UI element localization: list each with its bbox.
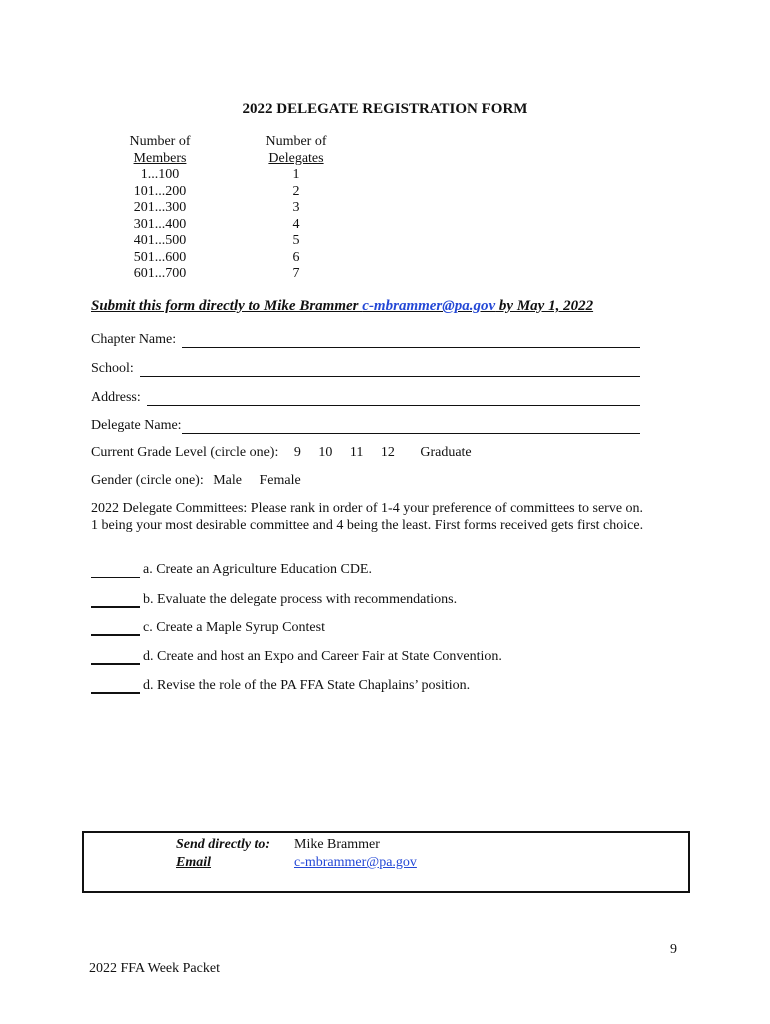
members-range: 401...500 bbox=[133, 233, 187, 248]
delegates-header: Number of bbox=[265, 134, 327, 149]
task-label: d. Create and host an Expo and Career Fair at State Convention. bbox=[143, 649, 502, 664]
gender-option-male[interactable]: Male bbox=[213, 473, 242, 488]
delegate-name-field bbox=[91, 416, 640, 434]
page-number: 9 bbox=[670, 942, 677, 957]
chapter-name-input[interactable] bbox=[182, 335, 640, 348]
chapter-name-label: Chapter Name: bbox=[91, 332, 177, 347]
gender-label: Gender (circle one): bbox=[91, 473, 204, 488]
school-input[interactable] bbox=[140, 364, 640, 377]
members-range: 501...600 bbox=[133, 249, 187, 265]
members-range: 101...200 bbox=[133, 183, 187, 199]
send-to-label: Send directly to: bbox=[176, 837, 271, 852]
delegates-count: 1 bbox=[292, 167, 300, 182]
recipient-email-link[interactable]: c-mbrammer@pa.gov bbox=[294, 855, 417, 870]
grade-option-11[interactable]: 11 bbox=[349, 445, 364, 460]
grade-level-label: Current Grade Level (circle one): bbox=[91, 445, 279, 460]
address-input[interactable] bbox=[147, 393, 640, 406]
submit-deadline: by May 1, 2022 bbox=[495, 298, 594, 314]
footer-text: 2022 FFA Week Packet bbox=[89, 961, 220, 976]
rank-input[interactable] bbox=[91, 592, 140, 608]
submit-text: Submit this form directly to Mike Brammer bbox=[91, 298, 363, 314]
members-range: 601...700 bbox=[133, 266, 187, 281]
submit-email-link[interactable]: c-mbrammer@pa.gov bbox=[362, 298, 496, 314]
rank-input[interactable] bbox=[91, 678, 140, 694]
committee-task-b bbox=[91, 592, 457, 608]
committees-intro-line: 2022 Delegate Committees: Please rank in order of 1-4 your preference of committees to serve on. bbox=[91, 501, 644, 516]
task-label: c. Create a Maple Syrup Contest bbox=[143, 620, 325, 635]
grade-option-9[interactable]: 9 bbox=[293, 445, 301, 460]
members-header: Number of bbox=[129, 134, 191, 149]
grade-option-graduate[interactable]: Graduate bbox=[420, 445, 472, 460]
delegate-name-input[interactable] bbox=[182, 421, 640, 434]
form-title: 2022 DELEGATE REGISTRATION FORM bbox=[242, 101, 528, 117]
delegates-count: 5 bbox=[292, 233, 300, 248]
send-to-box bbox=[82, 831, 690, 893]
grade-option-10[interactable]: 10 bbox=[318, 445, 333, 460]
committee-task-d2 bbox=[91, 678, 470, 694]
members-header: Members bbox=[133, 150, 187, 166]
gender-row bbox=[91, 473, 301, 489]
delegate-name-label: Delegate Name: bbox=[91, 418, 182, 433]
committee-task-d bbox=[91, 649, 502, 665]
task-label: a. Create an Agriculture Education CDE. bbox=[143, 562, 372, 577]
task-label: b. Evaluate the delegate process with recommendations. bbox=[143, 592, 458, 607]
delegates-count: 7 bbox=[292, 266, 300, 281]
submit-instructions bbox=[91, 298, 593, 315]
school-label: School: bbox=[91, 361, 134, 376]
email-label: Email bbox=[176, 855, 212, 870]
delegates-count: 4 bbox=[292, 216, 300, 232]
committees-intro-line: 1 being your most desirable committee and 4 being the least. First forms received gets first choice. bbox=[91, 517, 644, 533]
school-field bbox=[91, 359, 640, 377]
members-range: 1...100 bbox=[140, 167, 180, 182]
chapter-name-field bbox=[91, 330, 640, 348]
committee-task-c bbox=[91, 620, 325, 636]
rank-input[interactable] bbox=[91, 649, 140, 665]
committees-intro bbox=[91, 501, 651, 534]
delegates-count: 3 bbox=[292, 200, 300, 215]
members-column bbox=[110, 134, 210, 283]
address-label: Address: bbox=[91, 390, 141, 405]
task-label: d. Revise the role of the PA FFA State Chaplains’ position. bbox=[143, 678, 471, 693]
delegates-column bbox=[246, 134, 346, 283]
grade-option-12[interactable]: 12 bbox=[380, 445, 395, 460]
delegates-count: 2 bbox=[292, 183, 300, 199]
recipient-name: Mike Brammer bbox=[294, 837, 380, 852]
delegates-count: 6 bbox=[292, 249, 300, 265]
gender-option-female[interactable]: Female bbox=[259, 473, 301, 488]
grade-level-row bbox=[91, 445, 486, 461]
address-field bbox=[91, 388, 640, 406]
members-range: 301...400 bbox=[133, 216, 187, 232]
committee-task-a bbox=[91, 562, 372, 578]
rank-input[interactable] bbox=[91, 620, 140, 636]
delegates-header: Delegates bbox=[268, 150, 324, 166]
rank-input[interactable] bbox=[91, 563, 140, 578]
members-range: 201...300 bbox=[133, 200, 187, 215]
